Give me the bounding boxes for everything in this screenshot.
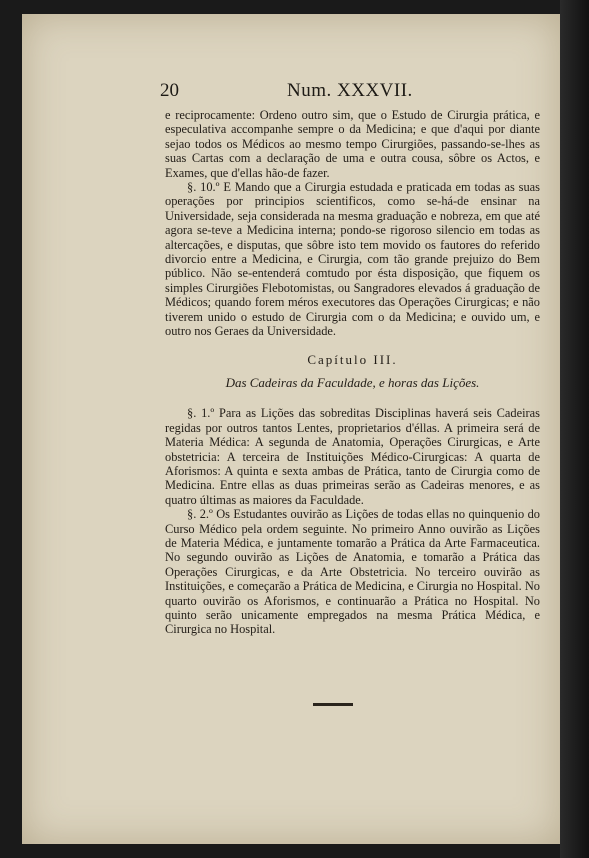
paragraph-section-10: §. 10.º E Mando que a Cirurgia estudada e praticada em todas as suas operações por principios scientificos, como se-há-de ensinar na Universidade, seja considerada na mesma graduação e nobreza, em que até agora se-teve a Medicina interna; pondo-se rigoroso silencio em todas as altercações, e disputas, que sôbre isto tem movido os fautores do referido divorcio entre a Medicina, e Cirurgia, com tão grande prejuizo do Bem público. Não se-entenderá comtudo por ésta disposição, que fiquem os simples Cirurgiões Flebotomistas, ou Sangradores elevados á graduação de Médicos; quando forem méros executores das Operações Cirurgicas; e não tiverem unido o estudo de Cirurgia com o da Medicina; e ouvido um, e outro nos Geraes da Universidade.	[165, 180, 540, 339]
closing-rule	[313, 703, 353, 706]
page-number: 20	[160, 80, 179, 101]
scan-edge	[560, 0, 589, 858]
paragraph-continuation: e reciprocamente: Ordeno outro sim, que o Estudo de Cirurgia prática, e especulativa accompanhe sempre o da Medicina; e que d'aqui por diante sejao todos os Médicos ao mesmo tempo Cirurgiões, passando-se-lhes as suas Cartas com a declaração de uma e outra cousa, sôbre os Actos, e Exames, que d'ellas hão-de fazer.	[165, 108, 540, 180]
page-body	[165, 108, 540, 637]
chapter-heading: Capítulo III.	[307, 351, 398, 367]
paragraph-section-2: §. 2.º Os Estudantes ouvirão as Lições de todas ellas no quinquenio do Curso Médico pela ordem seguinte. No primeiro Anno ouvirão as Lições de Materia Médica, e juntamente tomarão a Prática da Arte Farmaceutica. No segundo ouvirão as Lições de Anatomia, e tomarão a Prática das Operações Cirurgicas, e da Arte Obstetricia. No terceiro ouvirão as Instituições, e começarão a Prática de Medicina, e Cirurgia no Hospital. No quarto ouvirão os Aforismos, e continuarão a Prática no Hospital. No quinto serão unicamente empregados na mesma Prática Médica, e Cirurgica no Hospital.	[165, 507, 540, 637]
page-header	[160, 80, 540, 104]
chapter-subtitle: Das Cadeiras da Faculdade, e horas das Lições.	[225, 374, 480, 390]
paragraph-section-1: §. 1.º Para as Lições das sobreditas Disciplinas haverá seis Cadeiras regidas por outros tantos Lentes, proprietarios d'éllas. A primeira será de Materia Médica: A segunda de Anatomia, Operações Cirurgicas, e Arte obstetricia: A terceira de Instituições Médico-Cirurgicas: A quarta de Aforismos: A quinta e sexta ambas de Prática, tanto de Cirurgia como de Medicina. Entre ellas as duas primeiras serão as Cadeiras menores, e as quatro últimas as maiores da Faculdade.	[165, 406, 540, 507]
running-title: Num. XXXVII.	[287, 80, 413, 101]
